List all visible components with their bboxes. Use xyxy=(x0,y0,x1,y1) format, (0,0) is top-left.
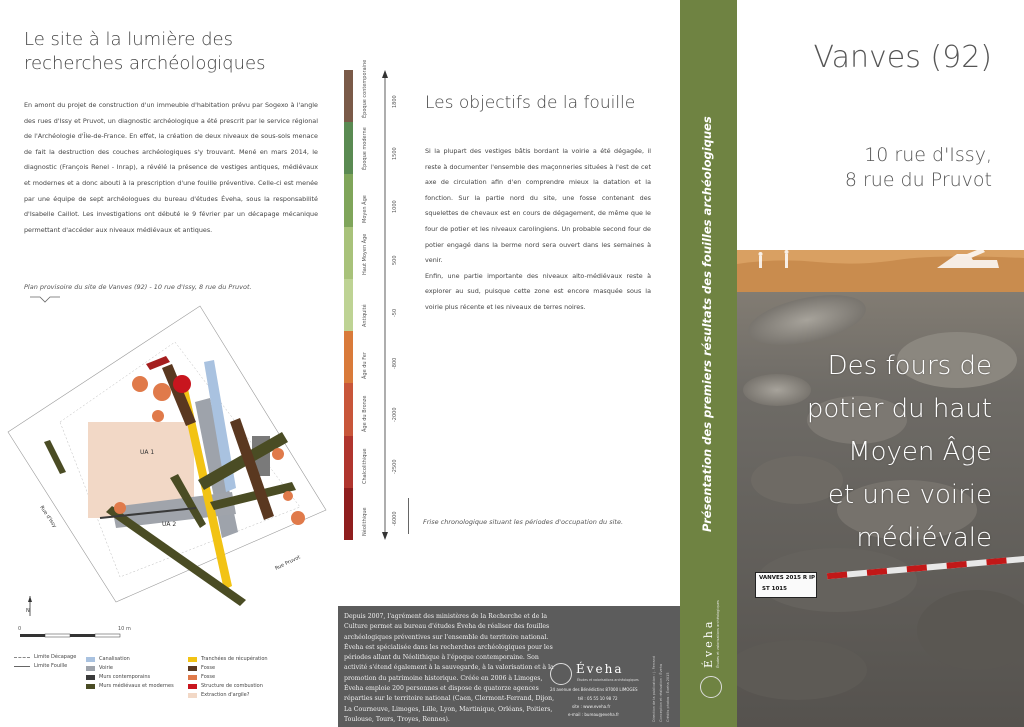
timeline-period-label: Néolithique xyxy=(362,507,368,536)
cover-address-line-2: 8 rue du Pruvot xyxy=(844,169,992,191)
timeline-period-band xyxy=(344,122,353,174)
timeline-date-label: -6000 xyxy=(392,511,398,526)
ua1-label: UA 1 xyxy=(140,449,155,456)
timeline-axis xyxy=(379,70,391,540)
legend-murs-medievaux: Murs médiévaux et modernes xyxy=(86,683,174,689)
north-arrow-icon xyxy=(20,594,40,618)
company-info-box xyxy=(338,606,680,727)
legend-extraction: Extraction d'argile? xyxy=(188,692,249,698)
contact-phone: tél : 05 55 10 98 72 xyxy=(578,696,618,701)
timeline-period-band xyxy=(344,383,353,435)
brochure-spine xyxy=(680,0,737,727)
spine-eveha-logo: Éveha xyxy=(702,618,715,668)
credit-line-3: Crédits photos : Éveha 2015 xyxy=(666,672,670,722)
scale-bar xyxy=(18,624,138,648)
north-label: N xyxy=(26,608,30,614)
spine-logo-subtitle: Études et valorisations archéologiques xyxy=(716,600,720,668)
objectives-paragraph-2: Enfin, une partie importante des niveaux alto-médiévaux reste à explorer au sud, puisque cette zone est encore masquée sous la voirie plus récente et les niveaux de terres noires. xyxy=(425,271,651,311)
timeline-date-label: -800 xyxy=(392,357,398,370)
scale-max: 10 m xyxy=(118,626,131,632)
headline-line-3: Moyen Âge xyxy=(848,437,992,467)
timeline-period-band xyxy=(344,227,353,279)
objectives-body xyxy=(425,144,651,316)
fosse-1 xyxy=(132,376,148,392)
street-label-issy: Rue d'Issy xyxy=(38,504,58,530)
excavation-label-tag xyxy=(755,572,817,598)
eveha-logo-subtitle: Études et valorisations archéologiques xyxy=(577,678,639,682)
timeline-period-label: Âge du Bronze xyxy=(362,395,368,432)
spine-title: Présentation des premiers résultats des fouilles archéologiques xyxy=(700,116,714,532)
left-body-text: En amont du projet de construction d'un immeuble d'habitation prévu par Sogexo à l'angle des rues d'Issy et Pruvot, un diagnostic archéologique a été prescrit par le service régional de l'Archéologie d'Île-de-France. En effet, la création de deux niveaux de sous-sols menace de fait la destruction des couches archéologiques s'y trouvant. Mené en mars 2014, le diagnostic (François Renel - Inrap), a révélé la présence de vestiges antiques, médiévaux et modernes et a donc abouti à la prescription d'une fouille préventive. Celle-ci est menée par une équipe de sept archéologues du bureau d'études Éveha, sous la responsabilité d'Isabelle Caillot. Les investigations ont débuté le 9 février par un décapage mécanique permettant d'accéder aux niveaux médiévaux et antiques. xyxy=(24,101,318,234)
headline-line-2: potier du haut xyxy=(806,394,992,424)
timeline-date-label: -50 xyxy=(392,308,398,318)
timeline-date-label: 1500 xyxy=(392,147,398,161)
spine-emblem-icon xyxy=(700,676,722,698)
fosse-2 xyxy=(153,383,171,401)
timeline-date-label: -2500 xyxy=(392,459,398,474)
credit-line-1: Direction de la publication : J. Ferrand xyxy=(652,655,656,722)
credits-block xyxy=(650,614,678,724)
fosse-8 xyxy=(272,448,284,460)
headline-line-1: Des fours de xyxy=(827,351,992,381)
objectives-paragraph-1: Si la plupart des vestiges bâtis bordant la voirie a été dégagée, il reste à documenter l'ensemble des maçonneries situées à l'est de cet axe de circulation afin d'en comprendre mieux la datation et la fonction. Sur la partie nord du site, une fosse contenant des squelettes de chevaux est en cours de dégagement, de même que le four de potier et les niveaux carolingiens. Un probable second four de potier engagé dans la berme nord sera ouvert dans les semaines à venir. xyxy=(425,147,651,265)
timeline-date-label: -2000 xyxy=(392,407,398,422)
headline-line-5: médiévale xyxy=(856,523,992,553)
timeline-date-label: 1800 xyxy=(392,95,398,109)
timeline-period-label: Chalcolithique xyxy=(362,448,368,484)
legend-murs-contemporains: Murs contemporains xyxy=(86,674,150,680)
cover-address-line-1: 10 rue d'Issy, xyxy=(864,144,992,166)
legend-fosse-1: Fosse xyxy=(188,665,215,671)
objectives-title: Les objectifs de la fouille xyxy=(425,93,636,113)
timeline-period-band xyxy=(344,488,353,540)
credit-line-2: Conception et réalisation : Éveha xyxy=(659,663,663,722)
tag-line-2: ST 1015 xyxy=(762,586,787,592)
fosse-7 xyxy=(283,491,293,501)
cover-panel xyxy=(737,0,1024,727)
eveha-emblem-icon xyxy=(550,663,572,685)
mur-medieval-1 xyxy=(44,440,66,474)
contact-address: 24 avenue des Bénédictins 87000 LIMOGES xyxy=(550,687,638,692)
fosse-5 xyxy=(114,502,126,514)
timeline-period-band xyxy=(344,279,353,331)
legend-structure: Structure de combustion xyxy=(188,683,263,689)
scale-zero: 0 xyxy=(18,626,22,632)
legend-canalisation: Canalisation xyxy=(86,656,130,662)
fosse-4 xyxy=(152,410,164,422)
timeline-period-label: Antiquité xyxy=(362,304,368,328)
left-title-line-1: Le site à la lumière des xyxy=(24,29,233,50)
company-info-text: Depuis 2007, l'agrément des ministères de la Recherche et de la Culture permet au bureau d'études Éveha de réaliser des fouilles archéologiques préventives sur l'ensemble du territoire national. Éveha est spécialisée dans les recherches archéologiques pour les périodes allant du Néolithique à l'époque contemporaine. Son activité s'étend également à la sauvegarde, à la valorisation et à la promotion du patrimoine historique. Créée en 2006 à Limoges, Éveha emploie 200 personnes et dispose de quatorze agences réparties sur le territoire national (Caen, Clermont-Ferrand, Dijon, La Courneuve, Limoges, Lille, Lyon, Martinique, Orléans, Poitiers, Toulouse, Tours, Troyes, Rennes). xyxy=(344,613,555,723)
fosse-3 xyxy=(173,375,191,393)
left-title-line-2: recherches archéologiques xyxy=(24,53,266,74)
legend-tranchees: Tranchées de récupération xyxy=(188,656,268,662)
ua2-label: UA 2 xyxy=(162,521,177,528)
timeline-period-band xyxy=(344,436,353,488)
timeline-period-label: Haut Moyen Âge xyxy=(362,233,368,275)
timeline-period-band xyxy=(344,331,353,383)
tag-line-1: VANVES 2015 R IP xyxy=(759,575,816,581)
timeline-date-label: 1000 xyxy=(392,199,398,213)
frise-caption: Frise chronologique situant les périodes d'occupation du site. xyxy=(423,518,624,526)
timeline-period-label: Époque contemporaine xyxy=(362,59,368,119)
timeline-period-band xyxy=(344,70,353,122)
legend-limite-decapage: Limite Décapage xyxy=(14,654,76,660)
contact-email[interactable]: e-mail : bureau@eveha.fr xyxy=(568,712,620,717)
left-section-title xyxy=(24,28,324,76)
chronological-frieze xyxy=(344,59,404,540)
timeline-period-label: Moyen Âge xyxy=(362,194,368,223)
timeline-date-label: 500 xyxy=(392,255,398,265)
fosse-6 xyxy=(291,511,305,525)
street-label-pruvot: Rue Pruvot xyxy=(274,554,302,572)
legend-fosse-2: Fosse xyxy=(188,674,215,680)
eveha-logo: Éveha xyxy=(576,662,624,676)
contact-website[interactable]: site : www.eveha.fr xyxy=(572,704,611,709)
legend-limite-fouille: Limite Fouille xyxy=(14,663,67,669)
company-logo-block xyxy=(546,658,646,723)
plan-legend xyxy=(14,654,334,704)
timeline-period-band xyxy=(344,174,353,226)
site-plan xyxy=(0,302,330,612)
cover-city-title: Vanves (92) xyxy=(813,40,992,75)
frise-bracket xyxy=(408,498,414,534)
timeline-period-label: Âge du Fer xyxy=(362,352,368,380)
timeline-period-label: Époque moderne xyxy=(362,127,368,171)
plan-caption: Plan provisoire du site de Vanves (92) - 10 rue d'Issy, 8 rue du Pruvot. xyxy=(24,283,252,291)
cover-headline xyxy=(737,345,992,560)
legend-voirie: Voirie xyxy=(86,665,113,671)
headline-line-4: et une voirie xyxy=(827,480,992,510)
